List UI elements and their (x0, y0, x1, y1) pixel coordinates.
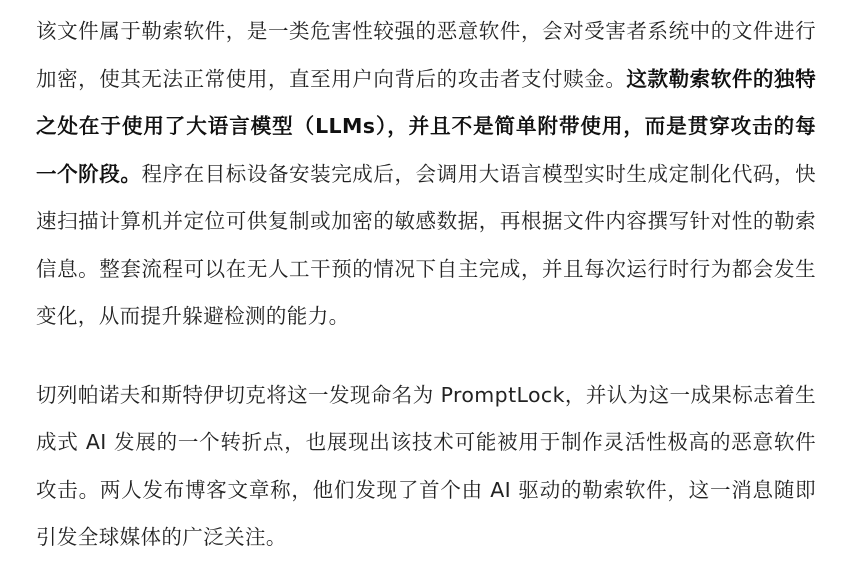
paragraph-ransomware-description (36, 8, 816, 341)
paragraph-text: 该文件属于勒索软件，是一类危害性较强的恶意软件，会对受害者系统中的文件进行加密，使其无法正常使用，直至用户向背后的攻击者支付赎金。 (36, 19, 816, 91)
article-body (36, 8, 816, 562)
bold-highlight-text: 这款勒索软件的独特之处在于使用了大语言模型（LLMs），并且不是简单附带使用，而是贯穿攻击的每一个阶段。 (36, 66, 816, 186)
paragraph-text: 切列帕诺夫和斯特伊切克将这一发现命名为 PromptLock，并认为这一成果标志着生成式 AI 发展的一个转折点，也展现出该技术可能被用于制作灵活性极高的恶意软件攻击。两人发布博客文章称，他们发现了首个由 AI 驱动的勒索软件，这一消息随即引发全球媒体的广泛关注。 (36, 382, 816, 549)
paragraph-promptlock-discovery (36, 372, 816, 562)
paragraph-text: 程序在目标设备安装完成后，会调用大语言模型实时生成定制化代码，快速扫描计算机并定位可供复制或加密的敏感数据，再根据文件内容撰写针对性的勒索信息。整套流程可以在无人工干预的情况下自主完成，并且每次运行时行为都会发生变化，从而提升躲避检测的能力。 (36, 161, 816, 328)
